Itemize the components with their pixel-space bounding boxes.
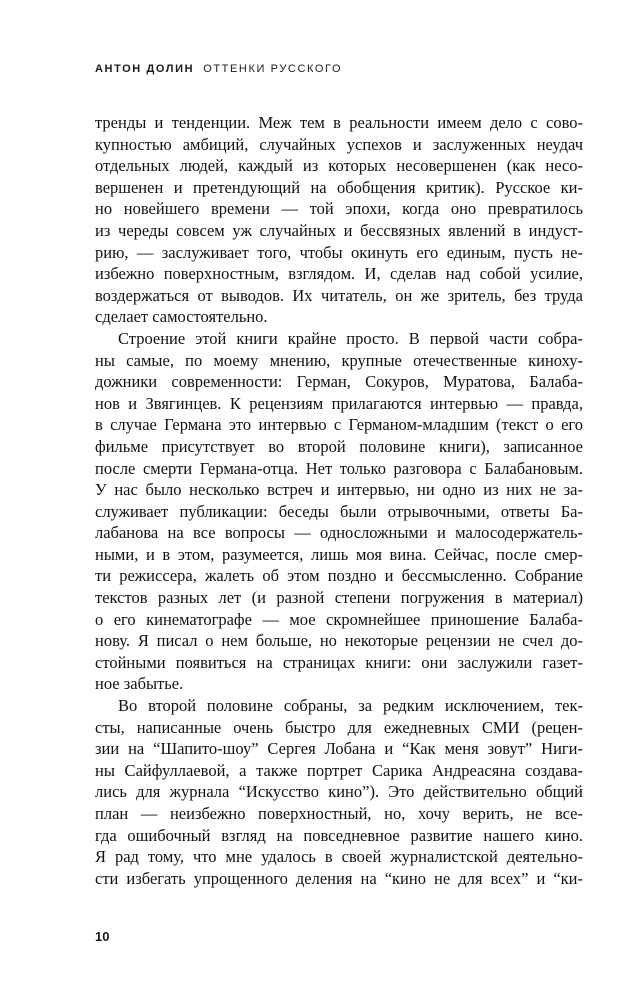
text-line: воздержаться от выводов. Их читатель, он же зритель, без труда <box>95 285 583 305</box>
text-line: служивает публикации: беседы были отрывочными, ответы Ба- <box>95 501 583 521</box>
text-line: из череды совсем уж случайных и бессвязных явлений в индуст- <box>95 220 583 240</box>
text-line: У нас было несколько встреч и интервью, ни одно из них не за- <box>95 480 583 500</box>
text-line: гда ошибочный взгляд на повседневное развитие нашего кино. <box>95 825 583 845</box>
paragraph <box>95 695 583 889</box>
header-book-title: ОТТЕНКИ РУССКОГО <box>203 63 343 75</box>
paragraph <box>95 328 583 695</box>
text-line: дожники современности: Герман, Сокуров, Муратова, Балаба- <box>95 372 583 392</box>
text-line: нову. Я писал о нем больше, но некоторые рецензии не счел до- <box>95 631 583 651</box>
text-line: фильме присутствует во второй половине книги), записанное <box>95 436 583 456</box>
page-number: 10 <box>95 929 110 944</box>
text-line: сделает самостоятельно. <box>95 307 268 327</box>
text-line: нов и Звягинцев. К рецензиям прилагаются интервью — правда, <box>95 393 583 413</box>
text-line: зии на “Шапито-шоу” Сергея Лобана и “Как меня зовут” Ниги- <box>95 739 583 759</box>
text-line: сты, написанные очень быстро для ежедневных СМИ (рецен- <box>95 717 583 737</box>
text-line: ными, и в этом, разумеется, лишь моя вина. Сейчас, после смер- <box>95 544 583 564</box>
text-line: план — неизбежно поверхностный, но, хочу верить, не все- <box>95 804 583 823</box>
text-line: Строение этой книги крайне просто. В первой части собра- <box>118 328 583 348</box>
text-line: сти избегать упрощенного деления на “кино не для всех” и “ки- <box>95 868 583 888</box>
text-line: Во второй половине собраны, за редким исключением, тек- <box>118 696 583 716</box>
body-text <box>95 112 583 889</box>
text-line: стойными появиться на страницах книги: они заслужили газет- <box>95 652 583 672</box>
text-line: купностью амбиций, случайных успехов и заслуженных неудач <box>95 134 583 154</box>
text-line: текстов разных лет (и разной степени погружения в материал) <box>95 588 583 608</box>
text-line: лабанова на все вопросы — односложными и малосодержатель- <box>95 523 583 543</box>
text-line: в случае Германа это интервью с Германом-младшим (текст о его <box>95 415 583 435</box>
text-line: но новейшего времени — той эпохи, когда оно превратилось <box>95 199 583 219</box>
text-line: о его кинематографе — мое скромнейшее приношение Балаба- <box>95 609 583 629</box>
text-line: отдельных людей, каждый из которых несовершенен (как несо- <box>95 156 583 176</box>
text-line: ны самые, по моему мнению, крупные отечественные киноху- <box>95 350 583 370</box>
text-line: Я рад тому, что мне удалось в своей журналистской деятельно- <box>95 847 583 867</box>
text-line: вершенен и претендующий на обобщения критик). Русское ки- <box>95 177 583 197</box>
running-header <box>95 63 342 75</box>
text-line: ное забытье. <box>95 674 184 694</box>
page-footer <box>95 928 109 946</box>
text-line: избежно поверхностным, взглядом. И, сделав над собой усилие, <box>95 264 583 284</box>
text-line: после смерти Германа-отца. Нет только разговора с Балабановым. <box>95 458 583 478</box>
text-line: лись для журнала “Искусство кино”). Это действительно общий <box>95 782 583 802</box>
paragraph <box>95 112 583 328</box>
text-line: рию, — заслуживает того, чтобы окинуть его единым, пусть не- <box>95 242 583 262</box>
header-author-name: АНТОН ДОЛИН <box>95 63 195 75</box>
text-line: ти режиссера, жалеть об этом поздно и бессмысленно. Собрание <box>95 566 583 586</box>
text-line: тренды и тенденции. Меж тем в реальности имеем дело с сово- <box>95 113 583 132</box>
text-line: ны Сайфуллаевой, а также портрет Сарика Андреасяна создава- <box>95 760 583 780</box>
